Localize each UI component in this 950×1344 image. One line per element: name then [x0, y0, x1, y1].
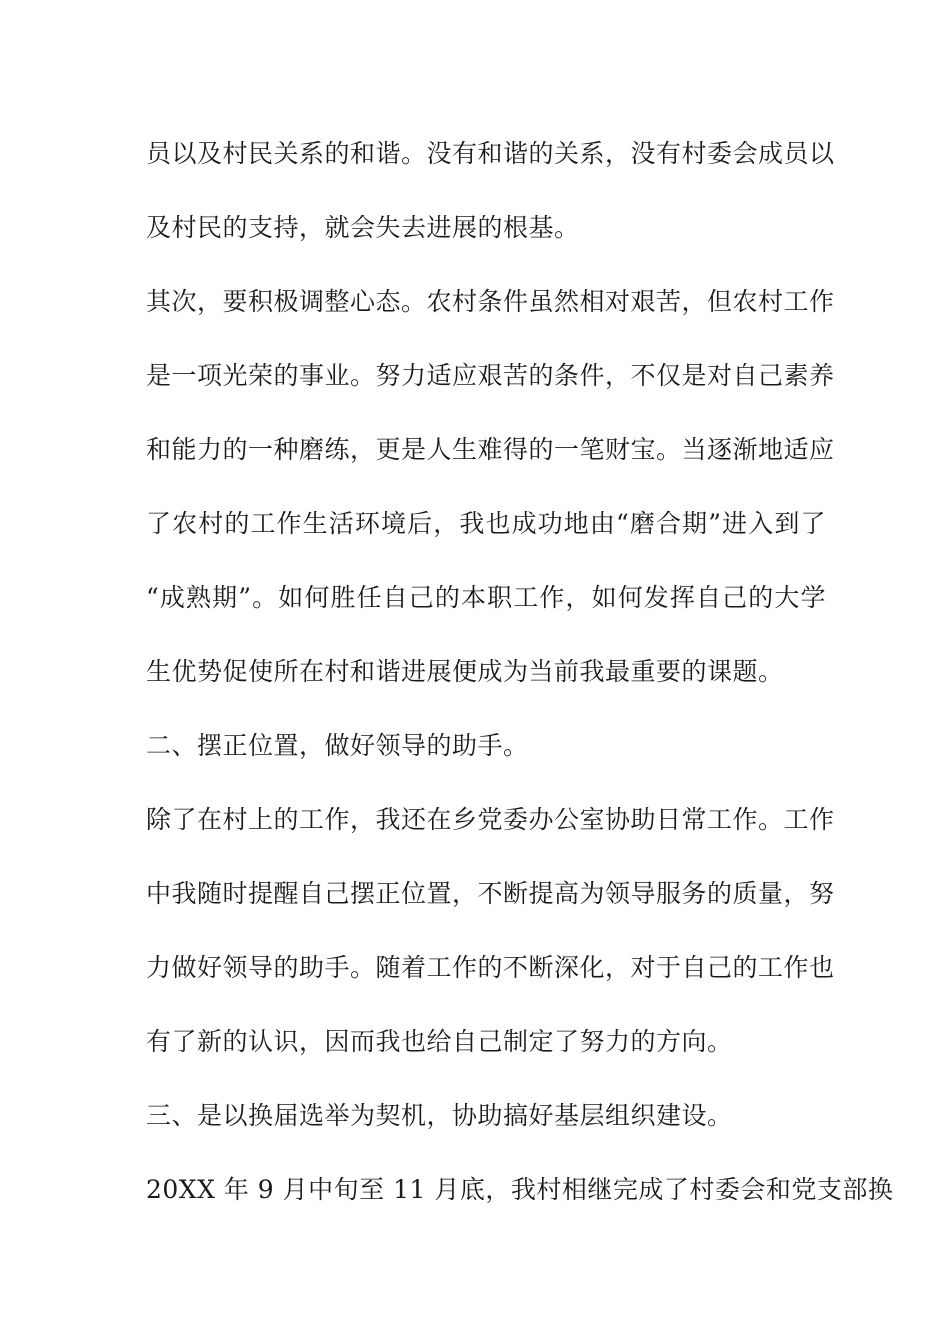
paragraph-line: 中我随时提醒自己摆正位置，不断提高为领导服务的质量，努	[146, 879, 835, 908]
paragraph-line: “成熟期”。如何胜任自己的本职工作，如何发挥自己的大学	[146, 583, 826, 612]
paragraph-line: 生优势促使所在村和谐进展便成为当前我最重要的课题。	[146, 657, 784, 686]
paragraph-line: 有了新的认识，因而我也给自己制定了努力的方向。	[146, 1027, 733, 1056]
section-heading: 二、摆正位置，做好领导的助手。	[146, 731, 529, 760]
section-heading: 三、是以换届选举为契机，协助搞好基层组织建设。	[146, 1101, 733, 1130]
paragraph-line: 及村民的支持，就会失去进展的根基。	[146, 213, 580, 242]
paragraph-line: 其次，要积极调整心态。农村条件虽然相对艰苦，但农村工作	[146, 287, 835, 316]
paragraph-line: 力做好领导的助手。随着工作的不断深化，对于自己的工作也	[146, 953, 835, 982]
paragraph-line: 了农村的工作生活环境后，我也成功地由“磨合期”进入到了	[146, 509, 826, 538]
paragraph-line: 和能力的一种磨练，更是人生难得的一笔财宝。当逐渐地适应	[146, 435, 835, 464]
paragraph-line: 除了在村上的工作，我还在乡党委办公室协助日常工作。工作	[146, 805, 835, 834]
paragraph-line: 20XX 年 9 月中旬至 11 月底，我村相继完成了村委会和党支部换	[146, 1175, 894, 1204]
paragraph-line: 员以及村民关系的和谐。没有和谐的关系，没有村委会成员以	[146, 139, 835, 168]
paragraph-line: 是一项光荣的事业。努力适应艰苦的条件，不仅是对自己素养	[146, 361, 835, 390]
